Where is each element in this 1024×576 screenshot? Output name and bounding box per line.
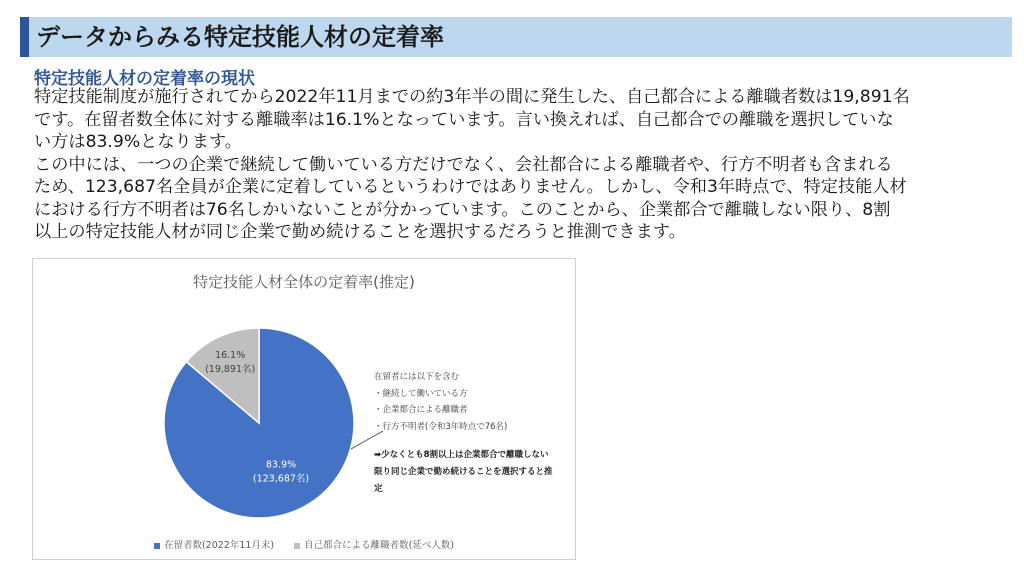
- title-accent-bar: [20, 17, 29, 57]
- legend-label: 在留者数(2022年11月末): [163, 540, 275, 551]
- slice-percent-label: 16.1%: [215, 349, 246, 361]
- slice-count-label: (19,891名): [205, 363, 256, 375]
- slice-count-label: (123,687名): [252, 473, 310, 485]
- annotation-line: 在留者には以下を含む: [374, 372, 460, 382]
- annotation-line: ・企業都合による離職者: [374, 405, 468, 415]
- annotation-line: ・継続して働いている方: [374, 388, 468, 399]
- annotation-conclusion: ➡少なくとも8割以上は企業都合で離職しない限り同じ企業で勤め続けることを選択すると推定: [374, 450, 553, 494]
- paragraph-2: この中には、一つの企業で継続して働いている方だけでなく、会社都合による離職者や、行方不明者も含まれる ため、123,687名全員が企業に定着しているというわけではありません。しかし、令和3年時点で、特定技能人材 における行方不明者は76名しかいないことが分かっています。このことから、企業都合で離職しない限り、8割 以上の特定技能人材が同じ企業で勤め続けることを選択するだろうと推測できます。: [34, 154, 907, 242]
- slice-percent-label: 83.9%: [265, 459, 297, 471]
- legend-swatch: [294, 543, 300, 549]
- page-title: データからみる特定技能人材の定着率: [36, 23, 444, 51]
- legend-label: 自己都合による離職者数(延べ人数): [304, 540, 455, 551]
- chart-title: 特定技能人材全体の定着率(推定): [193, 273, 415, 291]
- title-bar: [20, 17, 1012, 57]
- annotation-text: [374, 369, 574, 435]
- paragraph-1: 特定技能制度が施行されてから2022年11月までの約3年半の間に発生した、自己都合による離職者数は19,891名 です。在留者数全体に対する離職率は16.1%となっています。言い換えれば、自己都合での離職を選択していな い方は83.9%となります。: [34, 87, 910, 152]
- annotation-line: ・行方不明者(令和3年時点で76名): [374, 421, 508, 432]
- legend-swatch: [154, 543, 160, 549]
- legend-entry: [154, 537, 274, 551]
- section-heading: 特定技能人材の定着率の現状: [34, 69, 255, 89]
- pie-chart: [32, 258, 576, 560]
- chart-legend: [33, 537, 575, 551]
- legend-entry: [294, 537, 454, 551]
- body-text: [34, 86, 1009, 244]
